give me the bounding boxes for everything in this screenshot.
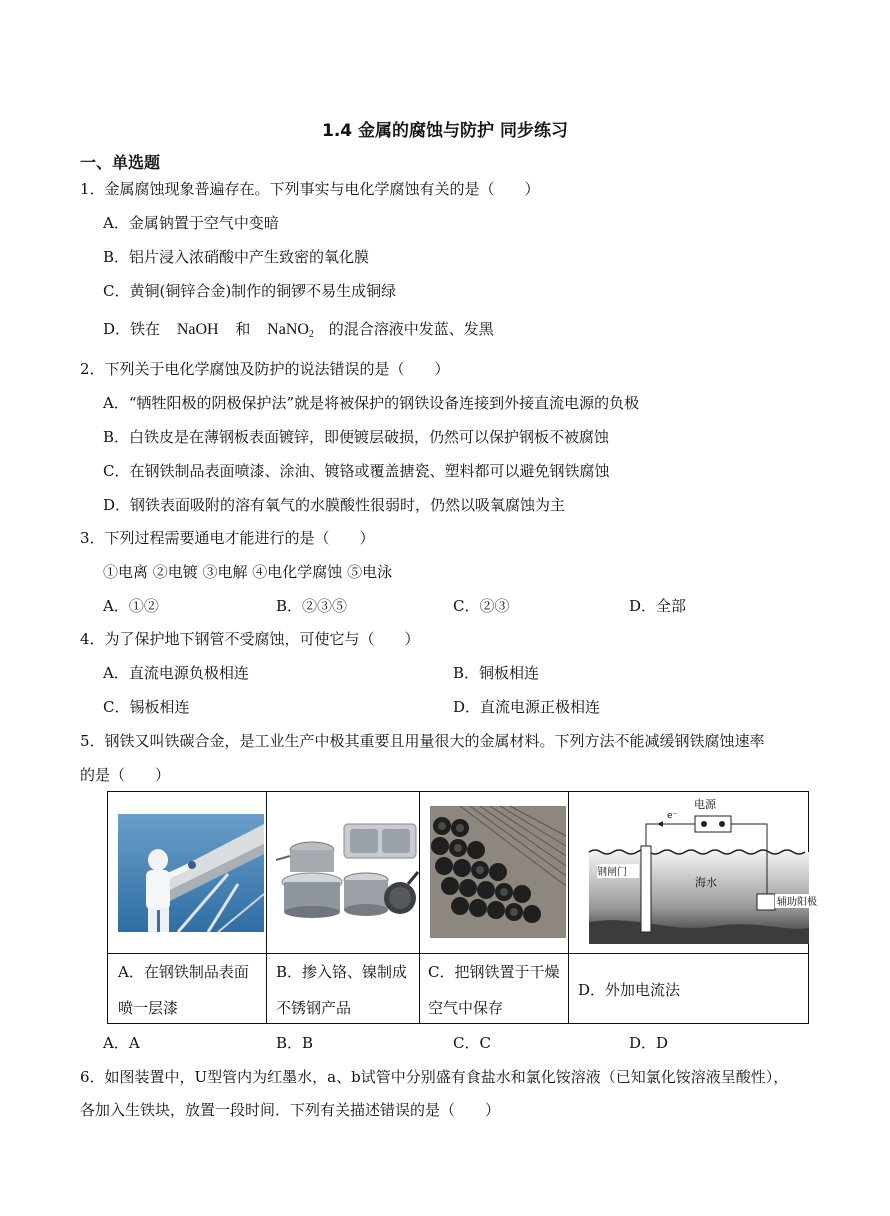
q5-stem-line1: 5．钢铁又叫铁碳合金，是工业生产中极其重要且用量很大的金属材料。下列方法不能减缓钢铁腐蚀速率 [80, 732, 765, 750]
q5-option-d: D．D [629, 1034, 669, 1052]
q2-option-d: D．钢铁表面吸附的溶有氧气的水膜酸性很弱时，仍然以吸氧腐蚀为主 [103, 496, 566, 514]
q1-d-and: 和 [235, 320, 251, 338]
anode-label: 辅助阳极 [777, 897, 817, 908]
q3-items: ①电离 ②电镀 ③电解 ④电化学腐蚀 ⑤电泳 [103, 563, 393, 581]
page-title: 1.4 金属的腐蚀与防护 同步练习 [322, 121, 568, 141]
caption-d: D．外加电流法 [578, 981, 681, 999]
q4-option-c: C．锡板相连 [103, 698, 190, 716]
q6-stem-line1: 6．如图装置中，U型管内为红墨水，a、b试管中分别盛有食盐水和氯化铵溶液（已知氯化铵溶液呈酸性）， [80, 1068, 789, 1086]
caption-c: C．把钢铁置于干燥 空气中保存 [428, 963, 560, 1017]
q1-stem: 1．金属腐蚀现象普遍存在。下列事实与电化学腐蚀有关的是（ ） [80, 180, 540, 198]
q3-option-b: B．②③⑤ [276, 597, 348, 615]
q1-d-chem-naoh: NaOH [176, 321, 219, 338]
q5-option-c: C．C [453, 1034, 491, 1052]
q3-stem: 3．下列过程需要通电才能进行的是（ ） [80, 529, 375, 547]
q2-option-b: B．白铁皮是在薄钢板表面镀锌，即便镀层破损，仍然可以保护钢板不被腐蚀 [103, 428, 610, 446]
q4-stem: 4．为了保护地下钢管不受腐蚀，可使它与（ ） [80, 630, 420, 648]
q4-option-d: D．直流电源正极相连 [453, 698, 601, 716]
q4-option-a: A．直流电源负极相连 [103, 664, 249, 682]
caption-a: A．在钢铁制品表面 喷一层漆 [118, 963, 249, 1017]
q1-d-suffix: 的混合溶液中发蓝、发黑 [328, 320, 494, 338]
painting-steel-photo [118, 814, 264, 932]
electron-label: e⁻ [667, 811, 678, 821]
steel-bars-photo [430, 806, 566, 938]
q5-option-b: B．B [276, 1034, 314, 1052]
q2-option-a: A．“牺牲阳极的阴极保护法”就是将被保护的钢铁设备连接到外接直流电源的负极 [103, 394, 640, 412]
q5-image-table [107, 791, 817, 1024]
q2-option-c: C．在钢铁制品表面喷漆、涂油、镀铬或覆盖搪瓷、塑料都可以避免钢铁腐蚀 [103, 462, 610, 480]
power-label: 电源 [694, 798, 716, 811]
section-heading: 一、单选题 [80, 153, 161, 172]
gate-label: 钢闸门 [597, 867, 627, 878]
q3-option-a: A．①② [103, 597, 159, 615]
q2-stem: 2．下列关于电化学腐蚀及防护的说法错误的是（ ） [80, 360, 450, 378]
q3-option-d: D．全部 [629, 597, 687, 615]
q1-option-d [103, 318, 494, 341]
q5-stem-line2: 的是（ ） [80, 766, 171, 784]
impressed-current-diagram [577, 794, 817, 950]
q5-option-a: A．A [103, 1034, 140, 1052]
q6-stem-line2: 各加入生铁块，放置一段时间．下列有关描述错误的是（ ） [80, 1101, 501, 1119]
q1-option-b: B．铝片浸入浓硝酸中产生致密的氧化膜 [103, 248, 370, 266]
q1-d-prefix: D．铁在 [103, 320, 161, 338]
caption-b: B．掺入铬、镍制成 不锈钢产品 [276, 963, 408, 1017]
q1-option-a: A．金属钠置于空气中变暗 [103, 214, 279, 232]
q3-option-c: C．②③ [453, 597, 510, 615]
seawater-label: 海水 [695, 876, 717, 889]
q1-option-c: C．黄铜(铜锌合金)制作的铜锣不易生成铜绿 [103, 282, 397, 300]
q4-option-b: B．铜板相连 [453, 664, 540, 682]
stainless-steel-products-photo [276, 820, 418, 926]
q1-d-chem-nano: NaNO$_2$ [267, 321, 314, 340]
